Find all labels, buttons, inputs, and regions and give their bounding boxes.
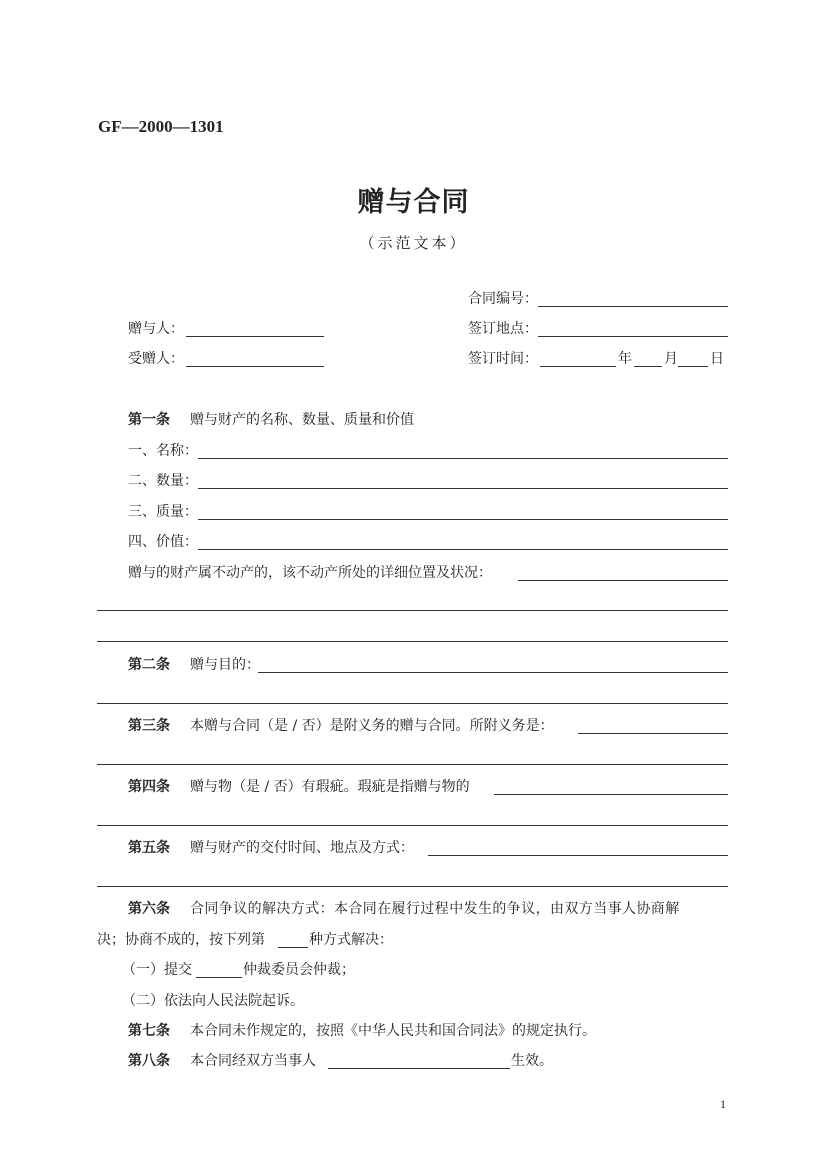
obligation-field-line-2[interactable] [97, 764, 728, 765]
option-court-label: （二）依法向人民法院起诉。 [122, 993, 304, 1009]
article-3-text: 本赠与合同（是 / 否）是附义务的赠与合同。所附义务是： [190, 718, 554, 734]
page-title: 赠与合同 [357, 187, 470, 218]
article-7-number: 第七条 [128, 1023, 170, 1039]
item-value-field[interactable] [198, 549, 728, 550]
item-value-label: 四、价值： [128, 534, 198, 550]
document-code: GF—2000—1301 [98, 117, 224, 136]
contract-no-label: 合同编号： [468, 291, 538, 307]
sign-month-field[interactable] [634, 366, 662, 367]
delivery-field-line-2[interactable] [97, 886, 728, 887]
item-quality-label: 三、质量： [128, 504, 198, 520]
dispute-method-field[interactable] [278, 947, 308, 948]
article-6-text-end: 种方式解决： [309, 932, 393, 948]
donor-field[interactable] [186, 336, 324, 337]
donor-label: 赠与人： [128, 321, 184, 337]
option-arbitration-label: （一）提交 [122, 962, 192, 978]
article-2-text: 赠与目的： [190, 657, 260, 673]
page-subtitle: （示范文本） [359, 234, 468, 252]
article-2-number: 第二条 [128, 657, 170, 673]
item-name-label: 一、名称： [128, 443, 198, 459]
effective-condition-field[interactable] [328, 1068, 510, 1069]
purpose-field[interactable] [258, 672, 728, 673]
sign-place-label: 签订地点： [468, 321, 538, 337]
realty-field[interactable] [518, 580, 728, 581]
article-6-text-cont: 决；协商不成的，按下列第 [97, 932, 265, 948]
sign-year-field[interactable] [540, 366, 616, 367]
defect-field-line-2[interactable] [97, 825, 728, 826]
item-quality-field[interactable] [198, 519, 728, 520]
item-name-field[interactable] [198, 458, 728, 459]
article-1-text: 赠与财产的名称、数量、质量和价值 [190, 412, 414, 428]
year-label: 年 [618, 351, 632, 367]
article-3-number: 第三条 [128, 718, 170, 734]
obligation-field[interactable] [578, 733, 728, 734]
purpose-field-line-2[interactable] [97, 703, 728, 704]
month-label: 月 [664, 351, 678, 367]
article-7-text: 本合同未作规定的，按照《中华人民共和国合同法》的规定执行。 [190, 1023, 596, 1039]
day-label: 日 [710, 351, 724, 367]
delivery-field[interactable] [428, 855, 728, 856]
article-5-text: 赠与财产的交付时间、地点及方式： [190, 840, 414, 856]
donee-label: 受赠人： [128, 351, 184, 367]
page-number: 1 [720, 1097, 726, 1111]
sign-time-label: 签订时间： [468, 351, 538, 367]
sign-place-field[interactable] [538, 336, 728, 337]
sign-day-field[interactable] [678, 366, 708, 367]
article-1-number: 第一条 [128, 412, 170, 428]
defect-field[interactable] [494, 794, 728, 795]
item-quantity-label: 二、数量： [128, 473, 198, 489]
arbitration-commission-field[interactable] [196, 977, 242, 978]
item-quantity-field[interactable] [198, 488, 728, 489]
article-8-text-end: 生效。 [511, 1053, 553, 1069]
donee-field[interactable] [186, 366, 324, 367]
article-8-number: 第八条 [128, 1053, 170, 1069]
article-6-text: 合同争议的解决方式：本合同在履行过程中发生的争议，由双方当事人协商解 [190, 901, 680, 917]
realty-field-line-2[interactable] [97, 610, 728, 611]
article-8-text: 本合同经双方当事人 [190, 1053, 316, 1069]
article-6-number: 第六条 [128, 901, 170, 917]
realty-field-line-3[interactable] [97, 641, 728, 642]
option-arbitration-end: 仲裁委员会仲裁； [243, 962, 355, 978]
contract-no-field[interactable] [538, 306, 728, 307]
article-4-number: 第四条 [128, 779, 170, 795]
article-5-number: 第五条 [128, 840, 170, 856]
realty-label: 赠与的财产属不动产的，该不动产所处的详细位置及状况： [128, 565, 492, 581]
article-4-text: 赠与物（是 / 否）有瑕疵。瑕疵是指赠与物的 [190, 779, 470, 795]
